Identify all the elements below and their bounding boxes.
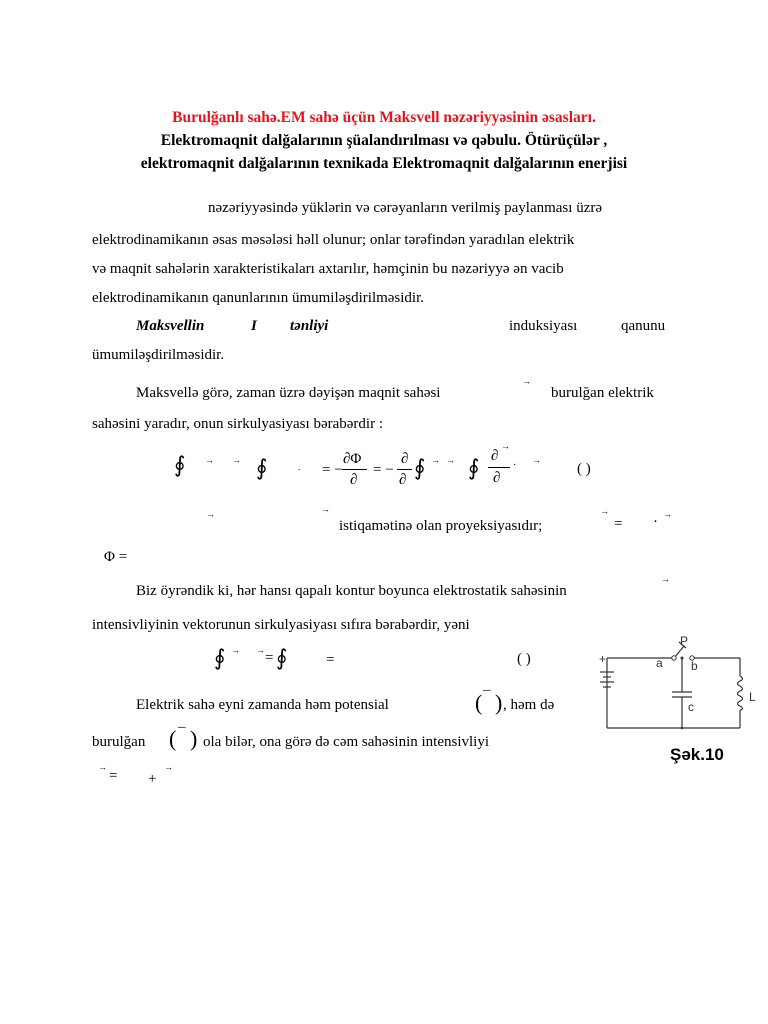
equation3-plus: + [148,771,157,787]
eq1-equals-minus-2: = − [373,462,394,478]
paragraph5-line1: Biz öyrəndik ki, hər hansı qapalı kontur boyunca elektrostatik sahəsinin [136,583,567,599]
label-b: b [691,659,698,673]
figure-caption: Şək.10 [670,745,724,764]
title-line-2: Elektromaqnit dalğalarının şüalandırılması və qəbulu. Ötürüçülər , [160,132,608,149]
vector-arrow: → [164,762,173,772]
paragraph4-equals: = [614,516,623,532]
vector-arrow: → [661,574,670,584]
overbar: ¯ [178,726,186,742]
paragraph1-line1: nəzəriyyəsində yüklərin və cərəyanların verilmiş paylanması üzrə [208,200,602,216]
paragraph3-line2: sahəsini yaradır, onun sirkulyasiyası bərabərdir : [92,416,383,432]
vector-arrow: → [232,455,241,465]
paragraph4-dot: · [653,514,658,530]
vector-arrow: → [321,504,330,514]
vector-arrow: → [205,455,214,465]
vector-arrow: → [98,762,107,772]
label-plus: + [599,652,607,666]
paragraph2-line2: ümumiləşdirilməsidir. [92,347,225,363]
title-line-3: elektromaqnit dalğalarının texnikada Elektromaqnit dalğalarının enerjisi [140,155,628,172]
circuit-figure [596,634,764,740]
vector-arrow: → [663,509,672,519]
paragraph1-line3: və maqnit sahələrin xarakteristikaları axtarılır, həmçinin bu nəzəriyyə ən vacib [92,261,564,277]
paren-close: ) [190,726,198,751]
eq1-dot: . [298,462,301,472]
eq1-d-denominator: ∂ [350,472,358,488]
contour-integral-icon: ∮ [214,645,226,670]
equation2-number: ( ) [517,651,531,667]
law-word: qanunu [621,318,666,334]
vector-arrow: → [431,455,440,465]
vector-arrow-b: → [522,376,531,386]
eq1-dphi: ∂Φ [343,451,362,467]
eq1-d-denominator-2: ∂ [399,472,407,488]
title-line-1: Burulğanlı sahə.EM sahə üçün Maksvell nəzəriyyəsinin əsasları. [172,109,596,126]
vector-arrow: → [501,441,510,451]
paren-open: ( [169,726,177,751]
fraction-bar [342,469,367,470]
contour-integral-icon: ∮ [468,455,480,480]
eq1-equals-minus: = − [322,462,343,478]
vector-arrow: → [256,645,265,655]
fraction-bar [488,467,510,468]
vector-arrow: → [600,506,609,516]
maxwell-word: Maksvellin [136,318,205,334]
vector-arrow: → [231,645,240,655]
inductor-coil [738,676,743,710]
label-p: P [680,634,689,648]
paragraph6-line2b: ola bilər, ona görə də cəm sahəsinin intensivliyi [203,734,489,750]
overbar: ¯ [483,689,491,705]
paragraph1-line2: elektrodinamikanın əsas məsələsi həll olunur; onlar tərəfindən yaradılan elektrik [92,232,575,248]
contour-integral-icon: ∮ [276,645,288,670]
paren-open: ( [475,690,483,715]
paren-close: ) [495,690,503,715]
vector-arrow: → [446,455,455,465]
equation1-number: ( ) [577,461,591,477]
paragraph5-line2: intensivliyinin vektorunun sirkulyasiyası sıfıra bərabərdir, yəni [92,617,470,633]
eq1-d-numerator-3: ∂ [491,448,499,464]
equation2-equals-1: = [265,650,274,666]
equation-word: tənliyi [290,318,329,334]
contour-integral-icon: ∮ [414,455,426,480]
contour-integral-icon: ∮ [174,452,186,477]
paragraph6-line1b: , həm də [503,697,555,713]
fraction-bar [397,469,412,470]
label-a: a [656,656,663,670]
label-l: L [749,690,756,704]
paragraph1-line4: elektrodinamikanın qanunlarının ümumiləşdirilməsidir. [92,290,425,306]
vector-arrow: → [206,509,215,519]
paragraph4-text: istiqamətinə olan proyeksiyasıdır; [339,518,543,534]
eq1-dot-product: · [513,460,517,471]
contour-integral-icon: ∮ [256,455,268,480]
paragraph3-line1a: Maksvellə görə, zaman üzrə dəyişən maqnit sahəsi [136,385,441,401]
paragraph6-line1a: Elektrik sahə eyni zamanda həm potensial [136,697,389,713]
paragraph6-line2a: burulğan [92,734,146,750]
contact-a [672,656,676,660]
paragraph3-line1b: burulğan elektrik [551,385,654,401]
circuit-diagram [596,634,764,740]
induction-word: induksiyası [509,318,578,334]
label-c: c [688,700,694,714]
eq1-d-numerator: ∂ [401,451,409,467]
phi-line: Φ = [104,549,128,565]
equation2-equals-2: = [326,652,335,668]
vector-arrow: → [532,455,541,465]
eq1-d-denominator-3: ∂ [493,470,501,486]
maxwell-roman-one: I [251,318,257,334]
equation3-equals: = [109,768,118,784]
